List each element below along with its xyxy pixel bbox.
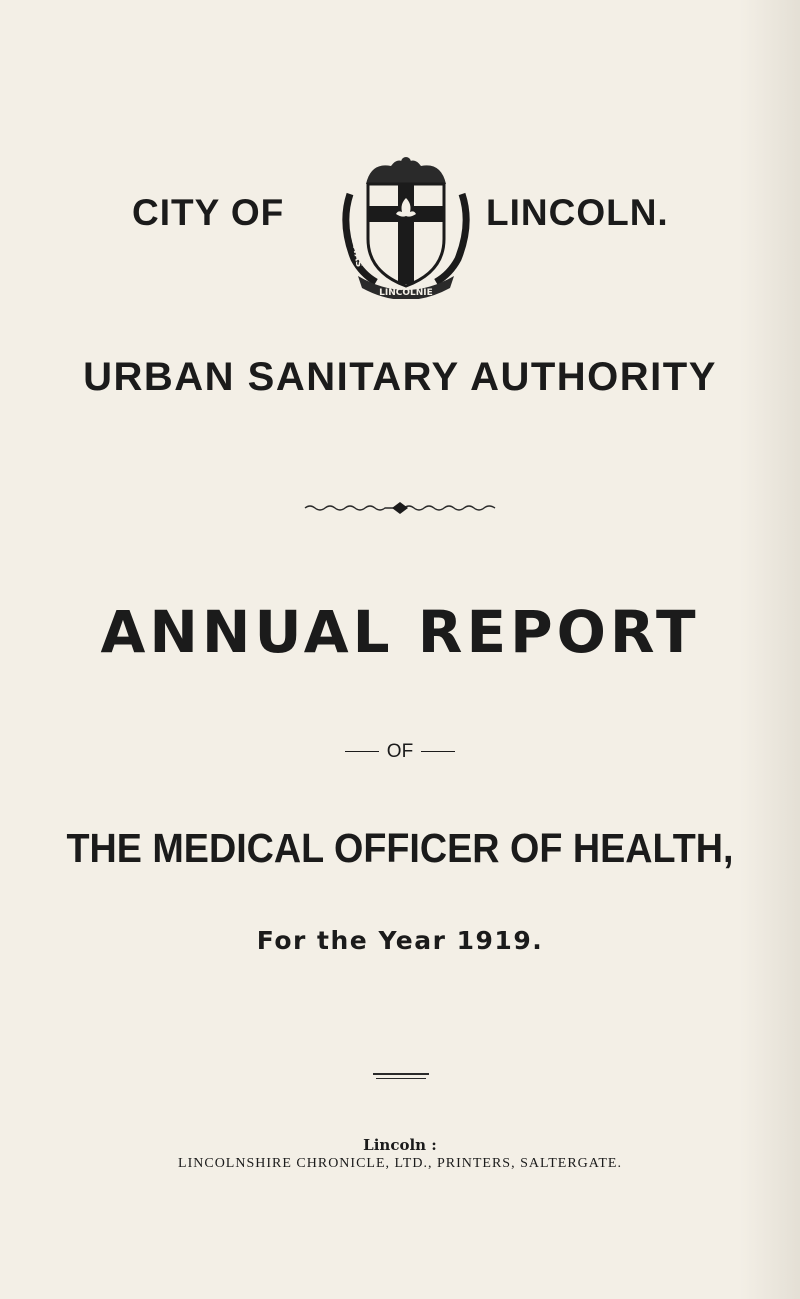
imprint-place: Lincoln : bbox=[363, 1136, 437, 1154]
city-crest-icon bbox=[336, 154, 476, 299]
ornament-divider-icon bbox=[300, 498, 500, 518]
lincoln-text: LINCOLN. bbox=[486, 192, 669, 233]
officer-heading: THE MEDICAL OFFICER OF HEALTH, bbox=[66, 825, 734, 871]
report-title: ANNUAL REPORT bbox=[100, 598, 700, 666]
svg-text:CIVITAS: CIVITAS bbox=[347, 227, 364, 269]
of-text: OF bbox=[386, 741, 414, 762]
city-of-text: CITY OF bbox=[132, 192, 285, 233]
imprint-printer: LINCOLNSHIRE CHRONICLE, LTD., PRINTERS, SALTERGATE. bbox=[178, 1156, 622, 1171]
left-dash bbox=[345, 751, 379, 752]
divider-rule-secondary bbox=[376, 1078, 426, 1079]
svg-text:LINCOLNIE: LINCOLNIE bbox=[379, 288, 433, 298]
of-line bbox=[0, 741, 800, 763]
authority-heading: URBAN SANITARY AUTHORITY bbox=[83, 355, 717, 399]
year-line: For the Year 1919. bbox=[256, 926, 544, 955]
city-header bbox=[0, 150, 800, 300]
divider-rule bbox=[373, 1073, 429, 1075]
right-dash bbox=[421, 751, 455, 752]
